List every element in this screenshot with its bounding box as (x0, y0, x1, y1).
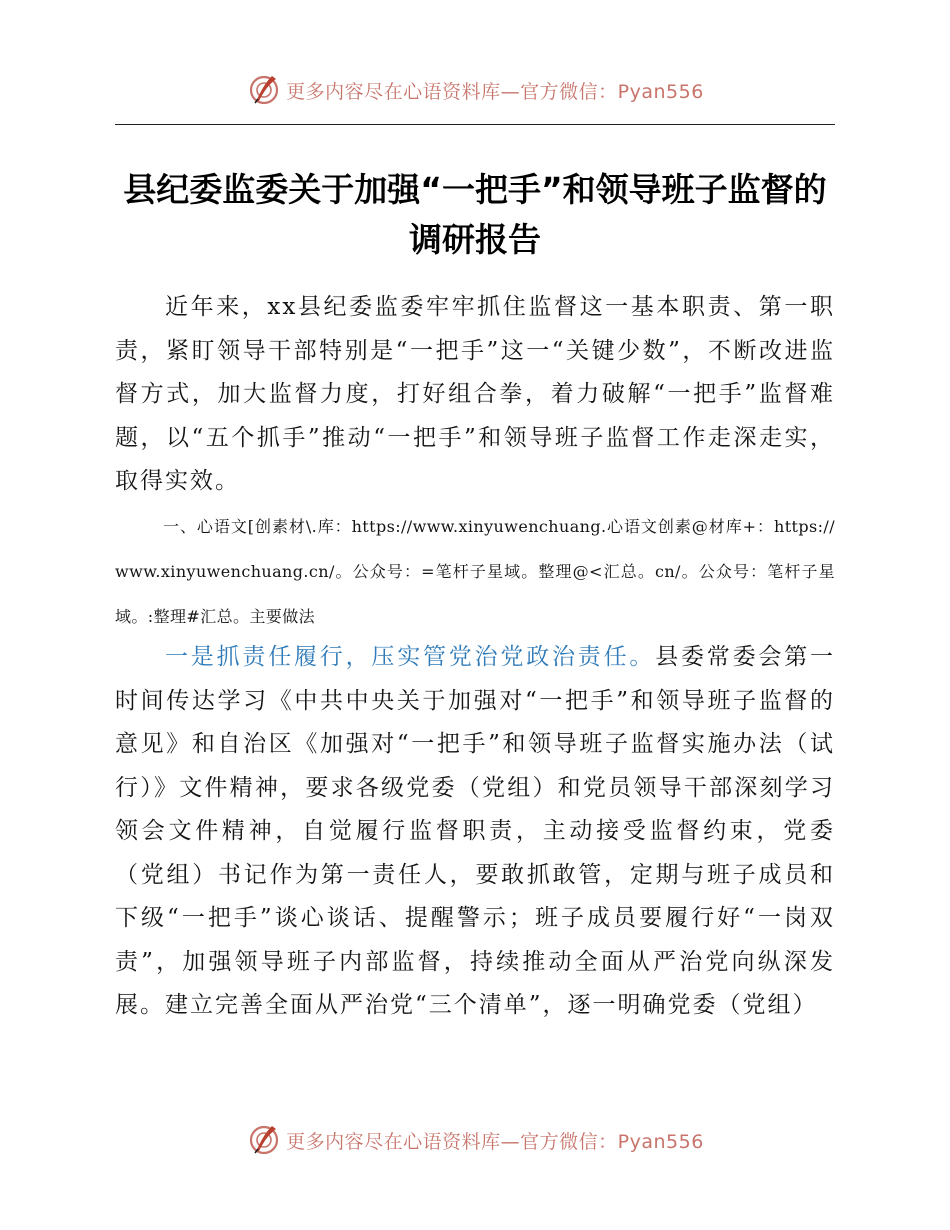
paragraph-lead-highlight: 一是抓责任履行，压实管党治党政治责任。 (165, 644, 656, 670)
document-title: 县纪委监委关于加强“一把手”和领导班子监督的调研报告 (123, 170, 827, 259)
quill-logo-icon (246, 1122, 282, 1158)
paragraph-intro: 近年来，xx县纪委监委牢牢抓住监督这一基本职责、第一职责，紧盯领导干部特别是“一把手”这一“关键少数”，不断改进监督方式，加大监督力度，打好组合拳，着力破解“一把手”监督难题，以“五个抓手”推动“一把手”和领导班子监督工作走深走实，取得实效。 (115, 294, 835, 494)
footer-banner (0, 1120, 950, 1160)
header-banner-text: 更多内容尽在心语资料库—官方微信：Pyan556 (286, 80, 704, 103)
paragraph-body: 县委常委会第一时间传达学习《中共中央关于加强对“一把手”和领导班子监督的意见》和自治区《加强对“一把手”和领导班子监督实施办法（试行）》文件精神，要求各级党委（党组）和党员领导干部深刻学习领会文件精神，自觉履行监督职责，主动接受监督约束，党委（党组）书记作为第一责任人，要敢抓敢管，定期与班子成员和下级“一把手”谈心谈话、提醒警示；班子成员要履行好“一岗双责”，加强领导班子内部监督，持续推动全面从严治党向纵深发展。建立完善全面从严治党“三个清单”，逐一明确党委（党组） (115, 644, 836, 1018)
header-divider (115, 124, 835, 125)
paragraph-section-heading: 一、心语文[创素材\.库：https://www.xinyuwenchuang.心语文创素@材库+：https://www.xinyuwenchuang.cn/。公众号：=笔杆子星域。整理@<汇总。cn/。公众号：笔杆子星域。:整理#汇总。主要做法 (115, 517, 835, 626)
footer-banner-text: 更多内容尽在心语资料库—官方微信：Pyan556 (286, 1130, 704, 1153)
header-banner (0, 70, 950, 110)
paragraph-responsibility (115, 636, 835, 1028)
quill-logo-icon (246, 72, 282, 108)
